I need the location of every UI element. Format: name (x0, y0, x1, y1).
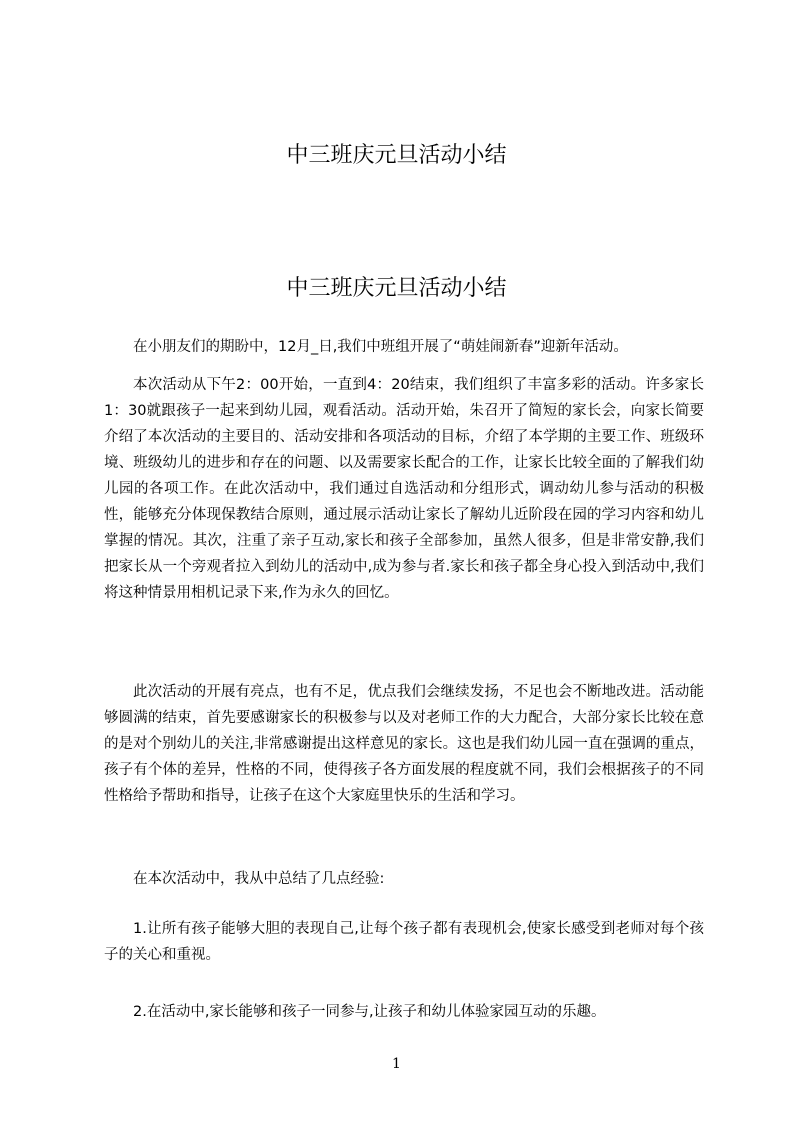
document-title: 中三班庆元旦活动小结 (286, 276, 507, 301)
page-number: 1 (392, 1056, 401, 1072)
paragraph-intro: 在小朋友们的期盼中，12月_日,我们中班组开展了“萌娃闹新春”迎新年活动。 (133, 339, 628, 355)
cover-title: 中三班庆元旦活动小结 (286, 143, 507, 168)
paragraph-experience-1: 1.让所有孩子能够大胆的表现自己,让每个孩子都有表现机会,使家长感受到老师对每个孩子的关心和重视。 (104, 921, 704, 963)
paragraph-reflection: 此次活动的开展有亮点，也有不足，优点我们会继续发扬，不足也会不断地改进。活动能够圆满的结束，首先要感谢家长的积极参与以及对老师工作的大力配合，大部分家长比较在意的是对个别幼儿的关注,非常感谢提出这样意见的家长。这也是我们幼儿园一直在强调的重点，孩子有个体的差异，性格的不同，使得孩子各方面发展的程度就不同，我们会根据孩子的不同性格给予帮助和指导，让孩子在这个大家庭里快乐的生活和学习。 (104, 684, 704, 804)
paragraph-experience-intro: 在本次活动中，我从中总结了几点经验: (133, 871, 385, 887)
paragraph-experience-2: 2.在活动中,家长能够和孩子一同参与,让孩子和幼儿体验家园互动的乐趣。 (133, 1004, 606, 1020)
paragraph-activity-details: 本次活动从下午2：00开始，一直到4：20结束，我们组织了丰富多彩的活动。许多家长1：30就跟孩子一起来到幼儿园，观看活动。活动开始，朱召开了简短的家长会，向家长简要介绍了本次活动的主要目的、活动安排和各项活动的目标，介绍了本学期的主要工作、班级环境、班级幼儿的进步和存在的问题、以及需要家长配合的工作，让家长比较全面的了解我们幼儿园的各项工作。在此次活动中，我们通过自选活动和分组形式，调动幼儿参与活动的积极性，能够充分体现保教结合原则，通过展示活动让家长了解幼儿近阶段在园的学习内容和幼儿掌握的情况。其次，注重了亲子互动,家长和孩子全部参加，虽然人很多，但是非常安静,我们把家长从一个旁观者拉入到幼儿的活动中,成为参与者.家长和孩子都全身心投入到活动中,我们将这种情景用相机记录下来,作为永久的回忆。 (104, 377, 704, 601)
